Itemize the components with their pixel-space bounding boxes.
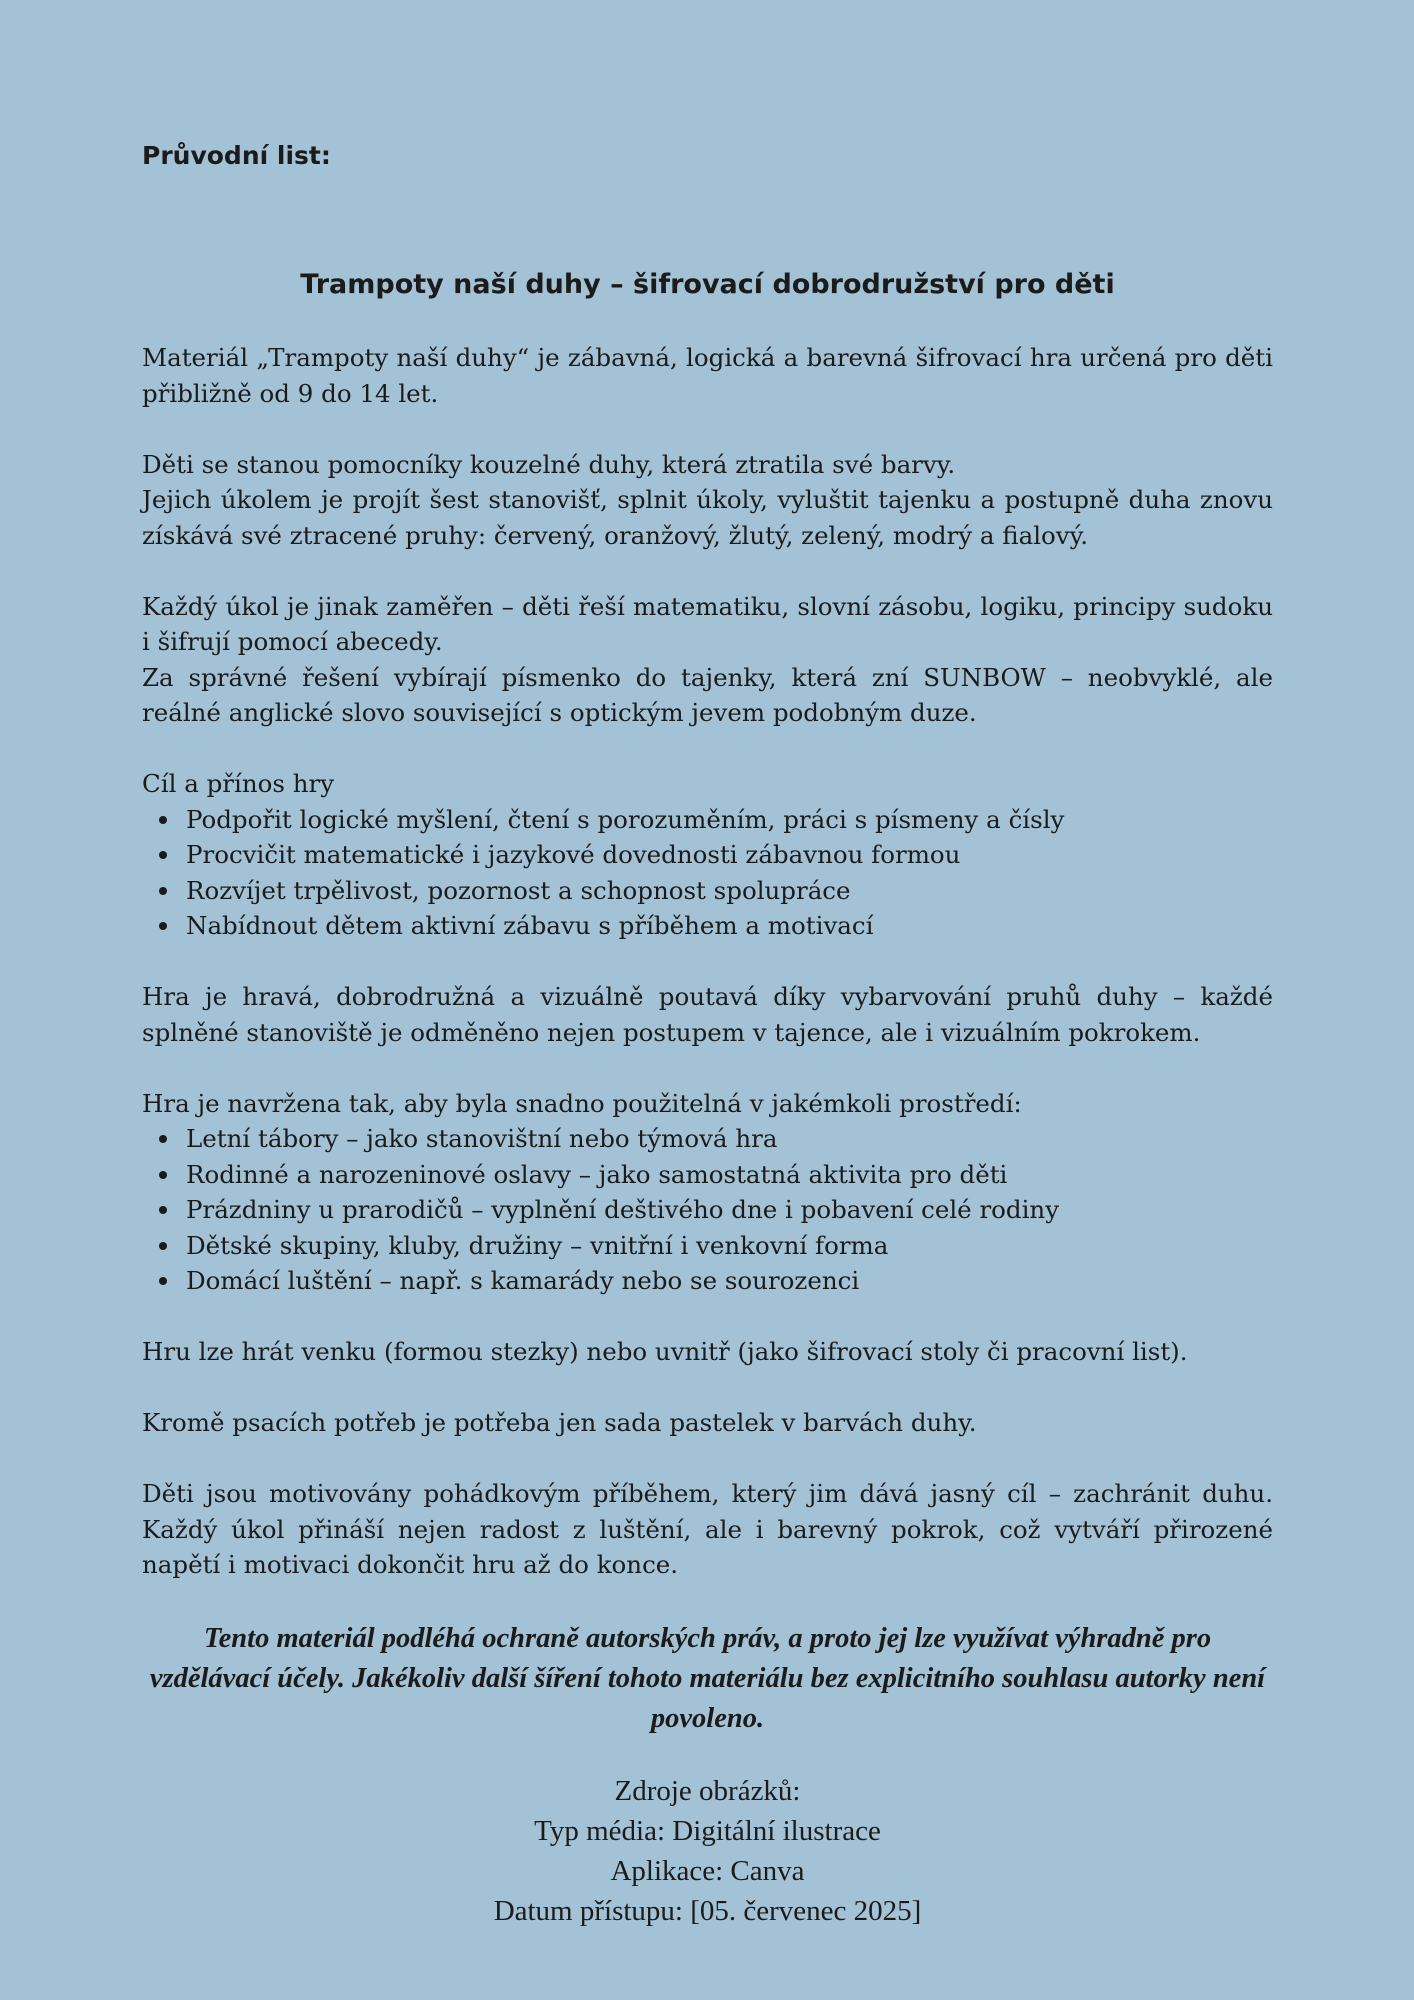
- document-label: Průvodní list:: [142, 141, 331, 170]
- goals-list-item: Rozvíjet trpělivost, pozornost a schopnost spolupráce: [186, 873, 1273, 909]
- goals-list: [142, 802, 1273, 944]
- motivation-paragraph: Děti jsou motivovány pohádkovým příběhem, který jim dává jasný cíl – zachránit duhu. Každý úkol přináší nejen radost z luštění, ale i barevný pokrok, což vytváří přirozené napětí i motivaci dokončit hru až do konce.: [142, 1479, 1273, 1579]
- usage-list-item: Prázdniny u prarodičů – vyplnění deštivého dne i pobavení celé rodiny: [186, 1192, 1273, 1228]
- goals-list-item: Podpořit logické myšlení, čtení s porozuměním, práci s písmeny a čísly: [186, 802, 1273, 838]
- supplies-paragraph: Kromě psacích potřeb je potřeba jen sada pastelek v barvách duhy.: [142, 1408, 977, 1437]
- story-paragraph-1: Děti se stanou pomocníky kouzelné duhy, která ztratila své barvy.: [142, 449, 956, 479]
- sources-access-date: Datum přístupu: [05. červenec 2025]: [493, 1894, 922, 1927]
- goals-heading: Cíl a přínos hry: [142, 769, 335, 798]
- usage-heading: Hra je navržena tak, aby byla snadno použitelná v jakémkoli prostředí:: [142, 1088, 1022, 1118]
- tasks-paragraph-1: Každý úkol je jinak zaměřen – děti řeší matematiku, slovní zásobu, logiku, principy sudoku i šifrují pomocí abecedy.: [142, 591, 1273, 656]
- intro-paragraph: Materiál „Trampoty naší duhy“ je zábavná, logická a barevná šifrovací hra určená pro děti přibližně od 9 do 14 let.: [142, 343, 1273, 408]
- goals-list-item: Nabídnout dětem aktivní zábavu s příběhem a motivací: [186, 908, 1273, 944]
- visual-progress-paragraph: Hra je hravá, dobrodružná a vizuálně poutavá díky vybarvování pruhů duhy – každé splněné stanoviště je odměněno nejen postupem v tajence, ale i vizuálním pokrokem.: [142, 982, 1273, 1047]
- usage-list-item: Domácí luštění – např. s kamarády nebo se sourozenci: [186, 1263, 1273, 1299]
- goals-list-item: Procvičit matematické i jazykové dovednosti zábavnou formou: [186, 837, 1273, 873]
- sources-application: Aplikace: Canva: [610, 1854, 805, 1887]
- sources-heading: Zdroje obrázků:: [614, 1774, 801, 1807]
- document-title: Trampoty naší duhy – šifrovací dobrodružství pro děti: [300, 269, 1115, 300]
- copyright-notice: Tento materiál podléhá ochraně autorských práv, a proto jej lze využívat výhradně pro vzdělávací účely. Jakékoliv další šíření tohoto materiálu bez explicitního souhlasu autorky není povoleno.: [149, 1622, 1266, 1734]
- tasks-paragraph-2: Za správné řešení vybírají písmenko do tajenky, která zní SUNBOW – neobvyklé, ale reálné anglické slovo související s optickým jevem podobným duze.: [142, 662, 1273, 727]
- usage-list-item: Letní tábory – jako stanovištní nebo týmová hra: [186, 1121, 1273, 1157]
- cover-letter-page: [142, 138, 1273, 1931]
- story-paragraph-2: Jejich úkolem je projít šest stanovišť, splnit úkoly, vyluštit tajenku a postupně duha znovu získává své ztracené pruhy: červený, oranžový, žlutý, zelený, modrý a fialový.: [142, 485, 1273, 550]
- usage-list-item: Rodinné a narozeninové oslavy – jako samostatná aktivita pro děti: [186, 1157, 1273, 1193]
- usage-list: [142, 1121, 1273, 1299]
- image-sources: [142, 1771, 1273, 1931]
- sources-media-type: Typ média: Digitální ilustrace: [534, 1814, 881, 1847]
- play-mode-paragraph: Hru lze hrát venku (formou stezky) nebo uvnitř (jako šifrovací stoly či pracovní list).: [142, 1337, 1188, 1366]
- usage-list-item: Dětské skupiny, kluby, družiny – vnitřní i venkovní forma: [186, 1228, 1273, 1264]
